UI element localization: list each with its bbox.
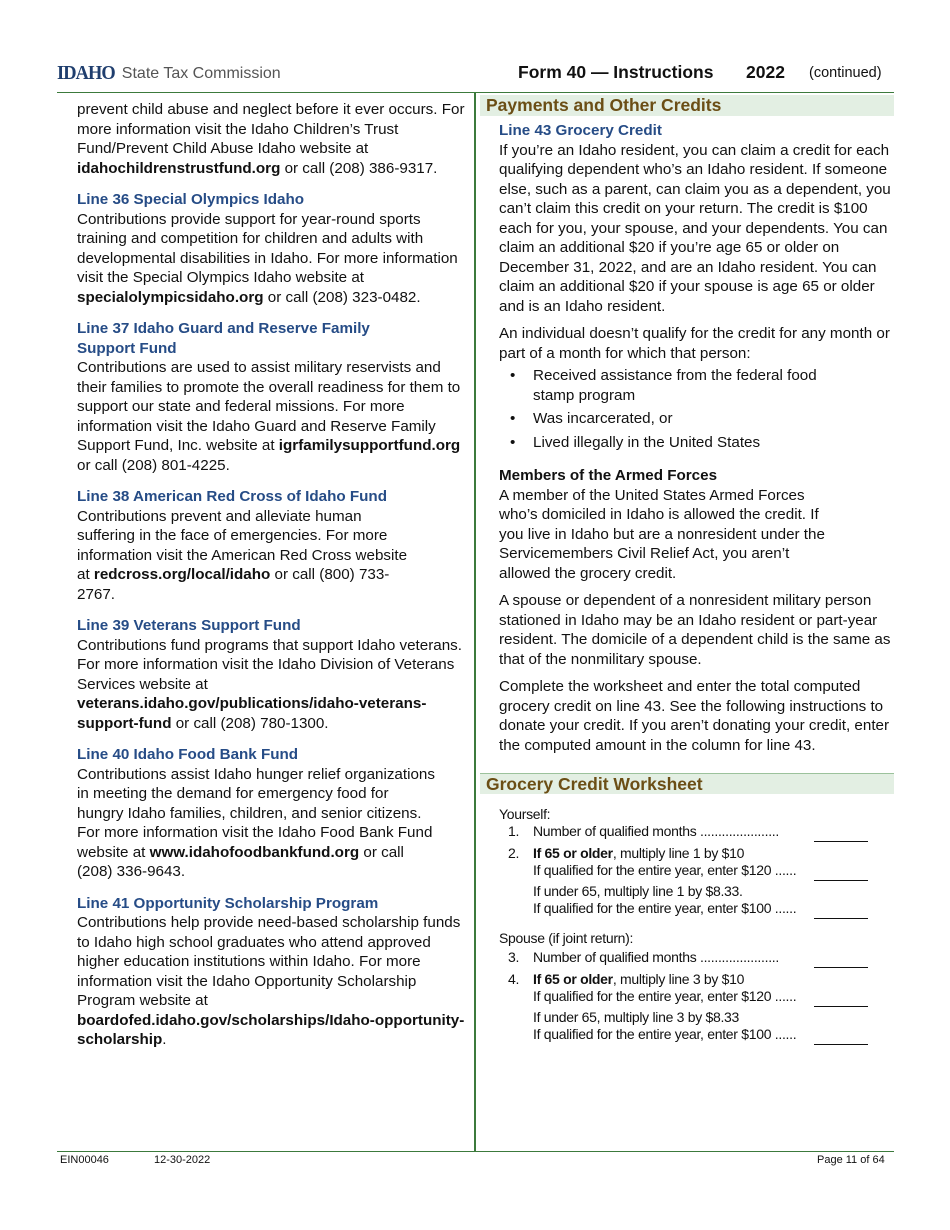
form-year: 2022 — [746, 62, 785, 82]
armed-forces-paragraph-2: A spouse or dependent of a nonresident military person stationed in Idaho may be an Idaho resident or part-year resident. The domicile of a dependent child is the same as that of the nonmilitary spouse. — [499, 592, 891, 668]
line-subtext: If qualified for the entire year, enter $120 ...... — [533, 988, 797, 1004]
list-item — [499, 366, 894, 405]
line-subtext: If qualified for the entire year, enter $120 ...... — [533, 862, 797, 878]
armed-forces-paragraph-1: A member of the United States Armed Forces who’s domiciled in Idaho is allowed the credit. If you live in Idaho but are a nonresident under the Servicemembers Civil Relief Act, you aren’t allowed the grocery credit. — [499, 486, 825, 582]
form-code: EIN00046 — [60, 1154, 109, 1166]
line-text: If under 65, multiply line 1 by $8.33. — [533, 883, 743, 899]
line37-section — [77, 319, 467, 475]
list-item-text: Received assistance from the federal food stamp program — [533, 367, 817, 404]
line40-section — [77, 745, 467, 882]
bullet-icon: • — [510, 367, 516, 384]
grocery-worksheet — [499, 806, 889, 1043]
entry-field[interactable] — [814, 841, 868, 842]
intro-section — [77, 100, 467, 178]
entry-field[interactable] — [814, 1006, 868, 1007]
form-title: Form 40 — Instructions — [518, 62, 714, 82]
worksheet-line-4b — [499, 1009, 889, 1043]
line-number: 2. — [508, 845, 520, 861]
line-subtext: If qualified for the entire year, enter $100 ...... — [533, 1026, 797, 1042]
list-item-text: Was incarcerated, or — [533, 410, 673, 427]
line-emphasis: If 65 or older — [533, 845, 613, 861]
line39-site: veterans.idaho.gov/publications/idaho-veterans-support-fund — [77, 695, 427, 732]
line40-body: Contributions assist Idaho hunger relief organizations in meeting the demand for emergency food for hungry Idaho families, children, and senior citizens. For more information visit the Idaho Food Bank Fund website at — [77, 765, 435, 861]
worksheet-heading: Grocery Credit Worksheet — [480, 773, 894, 794]
list-item — [499, 433, 894, 453]
yourself-label: Yourself: — [499, 806, 551, 822]
list-item — [499, 409, 894, 429]
entry-field[interactable] — [814, 1044, 868, 1045]
line38-heading: Line 38 American Red Cross of Idaho Fund — [77, 488, 387, 505]
idaho-logo — [57, 62, 281, 85]
list-item-text: Lived illegally in the United States — [533, 433, 761, 451]
line41-body: Contributions help provide need-based scholarship funds to Idaho high school graduates who attend approved higher education institutions within Idaho. For more information visit the Idaho Opportunity Scholarship Program website at — [77, 914, 461, 1009]
column-divider — [474, 93, 476, 1151]
line-number: 1. — [508, 823, 520, 839]
line-text: , multiply line 3 by $10 — [612, 971, 745, 987]
line-text: , multiply line 1 by $10 — [612, 845, 745, 861]
line37-tail: or call (208) 801-4225. — [77, 456, 230, 474]
page-number: Page 11 of 64 — [817, 1154, 885, 1166]
revision-date: 12-30-2022 — [154, 1154, 211, 1166]
line40-heading: Line 40 Idaho Food Bank Fund — [77, 746, 299, 763]
intro-site: idahochildrenstrustfund.org — [77, 159, 281, 177]
line38-site: redcross.org/local/idaho — [93, 566, 271, 583]
line37-body: Contributions are used to assist military reservists and their families to promote the overall readiness for them to support our state and federal missions. For more information visit the Idaho Guard and Reserve Family Support Fund, Inc. website at — [77, 359, 461, 454]
line36-tail: or call (208) 323-0482. — [267, 288, 421, 306]
armed-forces-heading: Members of the Armed Forces — [499, 467, 718, 484]
line-number: 4. — [508, 971, 520, 987]
line41-heading: Line 41 Opportunity Scholarship Program — [77, 894, 379, 912]
grocery-paragraph-2: An individual doesn’t qualify for the credit for any month or part of a month for which that person: — [499, 325, 890, 362]
worksheet-line-2b — [499, 883, 889, 917]
worksheet-line-1 — [499, 823, 889, 840]
line37-heading: Line 37 Idaho Guard and Reserve Family Support Fund — [77, 320, 370, 357]
continued-label: (continued) — [809, 65, 882, 81]
payments-heading: Payments and Other Credits — [480, 95, 894, 116]
footer-rule — [57, 1151, 894, 1152]
line36-section — [77, 190, 467, 307]
entry-field[interactable] — [814, 967, 868, 968]
line39-tail: or call (208) 780-1300. — [175, 714, 329, 732]
spouse-label: Spouse (if joint return): — [499, 930, 634, 946]
line38-body: Contributions prevent and alleviate human suffering in the face of emergencies. For more information visit the American Red Cross website at — [77, 507, 408, 583]
intro-line2: For more information visit the Idaho Children’s Trust Fund/Prevent Child Abuse Idaho website at — [77, 101, 465, 157]
line41-site: boardofed.idaho.gov/scholarships/Idaho-opportunity-scholarship — [77, 1011, 465, 1048]
line36-site: specialolympicsidaho.org — [77, 288, 264, 306]
intro-tail: or call (208) 386-9317. — [284, 159, 438, 177]
right-column — [499, 121, 894, 763]
line37-site: igrfamilysupportfund.org — [278, 437, 461, 454]
bullet-icon: • — [510, 433, 516, 451]
line39-heading: Line 39 Veterans Support Fund — [77, 617, 301, 634]
entry-field[interactable] — [814, 880, 868, 881]
logo-commission: State Tax Commission — [121, 64, 281, 82]
worksheet-instructions: Complete the worksheet and enter the total computed grocery credit on line 43. See the following instructions to donate your credit. If you aren’t donating your credit, enter the computed amount in the column for line 43. — [499, 678, 890, 754]
worksheet-line-2 — [499, 845, 889, 879]
line39-body: Contributions fund programs that support Idaho veterans. For more information visit the Idaho Division of Veterans Services website at — [77, 636, 462, 693]
line40-site: www.idahofoodbankfund.org — [149, 843, 360, 861]
line-text: Number of qualified months ...................... — [533, 949, 779, 965]
line39-section — [77, 616, 467, 733]
line36-heading: Line 36 Special Olympics Idaho — [77, 191, 305, 208]
bullet-icon: • — [510, 410, 516, 427]
worksheet-line-4 — [499, 971, 889, 1005]
left-column — [77, 100, 467, 1062]
line36-body: Contributions provide support for year-round sports training and competition for children and adults with developmental disabilities in Idaho. For more information visit the Special Olympics Idaho website at — [77, 210, 458, 286]
line38-tail: or call (800) 733-2767. — [77, 566, 390, 603]
line43-heading: Line 43 Grocery Credit — [499, 122, 662, 139]
grocery-paragraph-1: If you’re an Idaho resident, you can claim a credit for each qualifying dependent who’s an Idaho resident. If someone else, such as a parent, can claim you as a dependent, you can’t claim this credit on your return. The credit is $100 each for you, your spouse, and your dependents. You can claim an additional $20 if you’re age 65 or older on December 31, 2022, and are an Idaho resident. You can claim an additional $20 if your spouse is age 65 or older and is an Idaho resident. — [499, 141, 891, 315]
line-text: If under 65, multiply line 3 by $8.33 — [533, 1009, 740, 1025]
line-text: Number of qualified months ...................... — [533, 823, 779, 839]
entry-field[interactable] — [814, 918, 868, 919]
logo-wordmark: IDAHO — [57, 62, 115, 84]
line-number: 3. — [508, 949, 520, 965]
disqualification-list — [499, 366, 894, 452]
line40-tail: or call (208) 336-9643. — [77, 843, 404, 880]
line41-tail: . — [162, 1031, 167, 1048]
line-emphasis: If 65 or older — [533, 971, 613, 987]
line41-section — [77, 894, 467, 1050]
line-subtext: If qualified for the entire year, enter $100 ...... — [533, 900, 797, 916]
intro-line1: prevent child abuse and neglect before it ever occurs. — [77, 101, 438, 118]
worksheet-line-3 — [499, 949, 889, 966]
line38-section — [77, 487, 467, 604]
